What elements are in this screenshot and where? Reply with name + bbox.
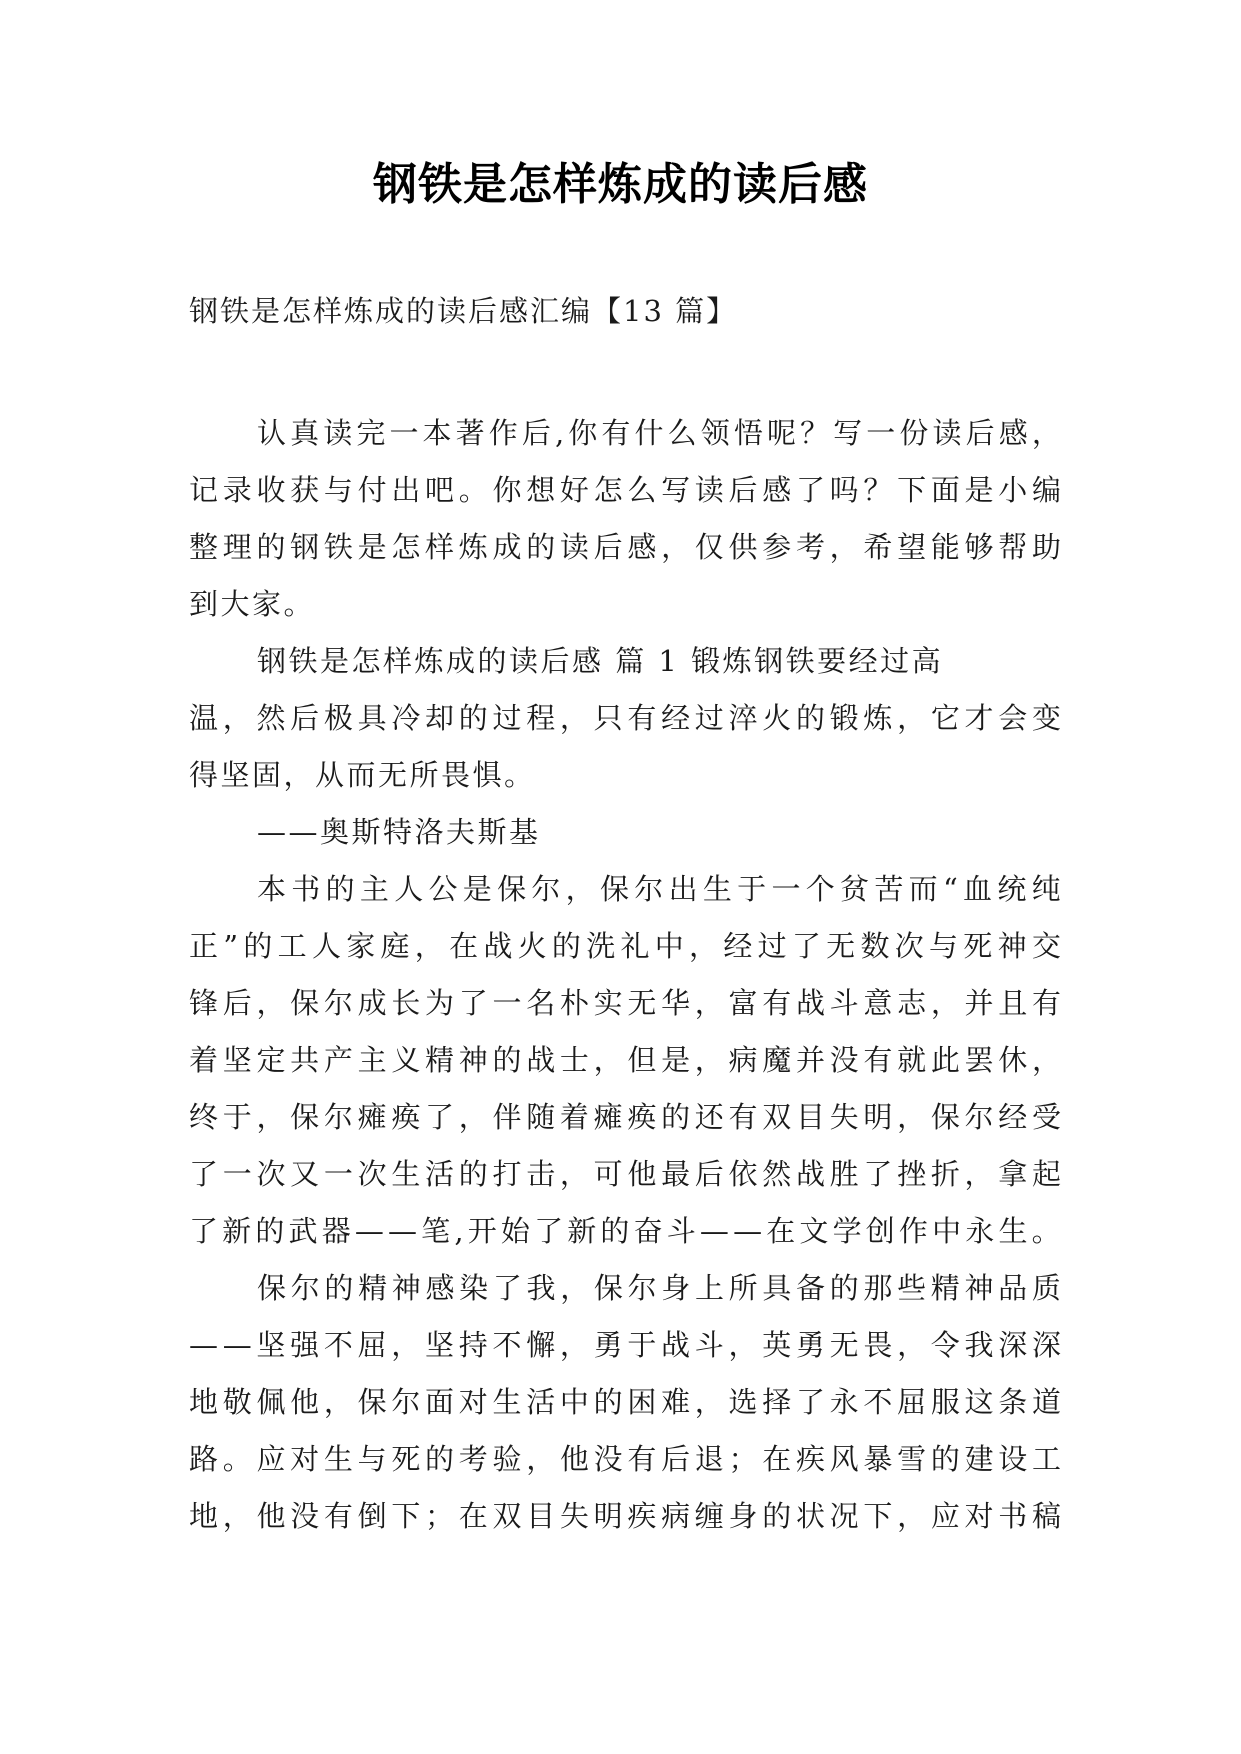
body-line: 地 ， 他 没 有 倒 下 ； 在 双 目 失 明 疾 病 缠 身 的 状 况 下 ， 应 对 书 稿 (189, 1499, 1061, 1533)
body-line: 锋 后 ， 保 尔 成 长 为 了 一 名 朴 实 无 华 ， 富 有 战 斗 意 志 ， 并 且 有 (189, 986, 1061, 1020)
body-line: 本 书 的 主 人 公 是 保 尔 ， 保 尔 出 生 于 一 个 贫 苦 而 “ 血 统 纯 (257, 872, 1061, 906)
body-line: 整 理 的 钢 铁 是 怎 样 炼 成 的 读 后 感 ， 仅 供 参 考 ， 希 望 能 够 帮 助 (189, 530, 1061, 564)
body-line: 着 坚 定 共 产 主 义 精 神 的 战 士 ， 但 是 ， 病 魔 并 没 有 就 此 罢 休 ， (189, 1043, 1061, 1077)
body-line: 认 真 读 完 一 本 著 作 后 , 你 有 什 么 领 悟 呢 ？ 写 一 份 读 后 感 ， (257, 416, 1061, 450)
body-line: 了 新 的 武 器 — — 笔 , 开 始 了 新 的 奋 斗 — — 在 文 学 创 作 中 永 生 。 (189, 1214, 1061, 1248)
body-line: 地 敬 佩 他 ， 保 尔 面 对 生 活 中 的 困 难 ， 选 择 了 永 不 屈 服 这 条 道 (189, 1385, 1061, 1419)
body-line: — — 坚 强 不 屈 ， 坚 持 不 懈 ， 勇 于 战 斗 ， 英 勇 无 畏 ， 令 我 深 深 (189, 1328, 1061, 1362)
body-line: ——奥斯特洛夫斯基 (257, 815, 541, 849)
document-body (189, 405, 1061, 1545)
document-subtitle: 钢铁是怎样炼成的读后感汇编【13 篇】 (189, 294, 738, 328)
body-line: 温 ， 然 后 极 具 冷 却 的 过 程 ， 只 有 经 过 淬 火 的 锻 炼 ， 它 才 会 变 (189, 701, 1061, 735)
body-line: 得坚固，从而无所畏惧。 (189, 758, 536, 792)
body-line: 钢铁是怎样炼成的读后感 篇 1 锻炼钢铁要经过高 (257, 644, 944, 678)
body-line: 终 于 ， 保 尔 瘫 痪 了 ， 伴 随 着 瘫 痪 的 还 有 双 目 失 明 ， 保 尔 经 受 (189, 1100, 1061, 1134)
body-line: 了 一 次 又 一 次 生 活 的 打 击 ， 可 他 最 后 依 然 战 胜 了 挫 折 ， 拿 起 (189, 1157, 1061, 1191)
document-title: 钢铁是怎样炼成的读后感 (373, 159, 868, 210)
body-line: 记 录 收 获 与 付 出 吧 。 你 想 好 怎 么 写 读 后 感 了 吗 ？ 下 面 是 小 编 (189, 473, 1061, 507)
body-line: 正 ” 的 工 人 家 庭 ， 在 战 火 的 洗 礼 中 ， 经 过 了 无 数 次 与 死 神 交 (189, 929, 1061, 963)
body-line: 保 尔 的 精 神 感 染 了 我 ， 保 尔 身 上 所 具 备 的 那 些 精 神 品 质 (257, 1271, 1061, 1305)
body-line: 到大家。 (189, 587, 316, 621)
body-line: 路 。 应 对 生 与 死 的 考 验 ， 他 没 有 后 退 ； 在 疾 风 暴 雪 的 建 设 工 (189, 1442, 1061, 1476)
